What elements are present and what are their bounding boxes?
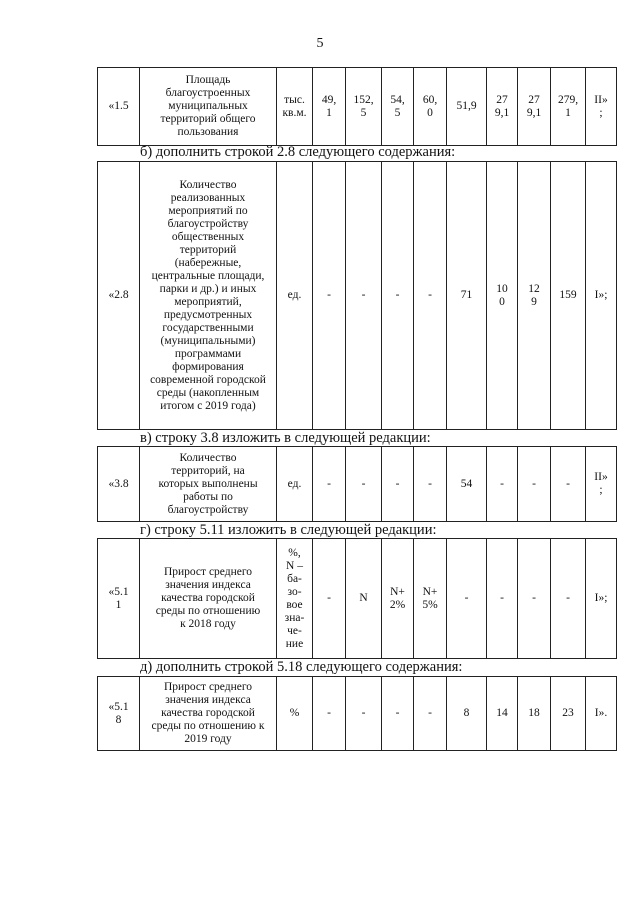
value-cell: 23 bbox=[551, 677, 586, 751]
indicator-name: Количество реализованных мероприятий по благоустройству общественных территорий (набережные, центральные площади, парки и др.) и иных мероприятий, предусмотренных государственными (муниципальными) программами формирования современной городской среды (накопленным итогом с 2019 года) bbox=[140, 162, 277, 430]
row-number: «2.8 bbox=[98, 162, 140, 430]
indicator-name: Прирост среднего значения индекса качества городской среды по отношению к 2019 году bbox=[140, 677, 277, 751]
level-cell: II» ; bbox=[586, 447, 617, 522]
value-cell: 8 bbox=[447, 677, 487, 751]
value-cell: - bbox=[313, 447, 346, 522]
table-row bbox=[98, 68, 617, 146]
value-cell: - bbox=[382, 447, 414, 522]
value-cell: 12 9 bbox=[518, 162, 551, 430]
indicator-name: Площадь благоустроенных муниципальных территорий общего пользования bbox=[140, 68, 277, 146]
caption-c: в) строку 3.8 изложить в следующей редакции: bbox=[140, 430, 431, 446]
table-row bbox=[98, 539, 617, 659]
value-cell: - bbox=[518, 447, 551, 522]
value-cell: - bbox=[346, 677, 382, 751]
value-cell: 54, 5 bbox=[382, 68, 414, 146]
page-number: 5 bbox=[316, 36, 324, 51]
indicator-table-5-11 bbox=[97, 538, 617, 659]
value-cell: 27 9,1 bbox=[487, 68, 518, 146]
value-cell: - bbox=[551, 447, 586, 522]
level-cell: II» ; bbox=[586, 68, 617, 146]
unit-cell: %, N – ба- зо- вое зна- че- ние bbox=[277, 539, 313, 659]
indicator-name: Количество территорий, на которых выполнены работы по благоустройству bbox=[140, 447, 277, 522]
value-cell: 159 bbox=[551, 162, 586, 430]
value-cell: - bbox=[414, 162, 447, 430]
unit-cell: ед. bbox=[277, 447, 313, 522]
indicator-table-5-18 bbox=[97, 676, 617, 751]
value-cell: 54 bbox=[447, 447, 487, 522]
value-cell: - bbox=[487, 539, 518, 659]
value-cell: - bbox=[313, 162, 346, 430]
unit-cell: % bbox=[277, 677, 313, 751]
value-cell: - bbox=[551, 539, 586, 659]
value-cell: 14 bbox=[487, 677, 518, 751]
value-cell: 152, 5 bbox=[346, 68, 382, 146]
value-cell: - bbox=[414, 447, 447, 522]
value-cell: - bbox=[313, 677, 346, 751]
table-row bbox=[98, 162, 617, 430]
indicator-table-3-8 bbox=[97, 446, 617, 522]
value-cell: - bbox=[518, 539, 551, 659]
value-cell: - bbox=[382, 162, 414, 430]
level-cell: I»; bbox=[586, 162, 617, 430]
value-cell: 27 9,1 bbox=[518, 68, 551, 146]
caption-b: б) дополнить строкой 2.8 следующего содержания: bbox=[140, 144, 456, 160]
unit-cell: ед. bbox=[277, 162, 313, 430]
indicator-table-2-8 bbox=[97, 161, 617, 430]
unit-cell: тыс. кв.м. bbox=[277, 68, 313, 146]
value-cell: - bbox=[346, 162, 382, 430]
value-cell: 49, 1 bbox=[313, 68, 346, 146]
caption-e: д) дополнить строкой 5.18 следующего содержания: bbox=[140, 659, 463, 675]
table-row bbox=[98, 447, 617, 522]
value-cell: - bbox=[447, 539, 487, 659]
value-cell: 60, 0 bbox=[414, 68, 447, 146]
value-cell: 10 0 bbox=[487, 162, 518, 430]
value-cell: N+ 2% bbox=[382, 539, 414, 659]
indicator-table-1-5 bbox=[97, 67, 617, 146]
value-cell: - bbox=[313, 539, 346, 659]
value-cell: N bbox=[346, 539, 382, 659]
value-cell: 51,9 bbox=[447, 68, 487, 146]
row-number: «5.1 1 bbox=[98, 539, 140, 659]
value-cell: - bbox=[346, 447, 382, 522]
value-cell: 279, 1 bbox=[551, 68, 586, 146]
table-row bbox=[98, 677, 617, 751]
row-number: «5.1 8 bbox=[98, 677, 140, 751]
value-cell: - bbox=[382, 677, 414, 751]
indicator-name: Прирост среднего значения индекса качества городской среды по отношению к 2018 году bbox=[140, 539, 277, 659]
caption-d: г) строку 5.11 изложить в следующей редакции: bbox=[140, 522, 437, 538]
level-cell: I». bbox=[586, 677, 617, 751]
value-cell: 18 bbox=[518, 677, 551, 751]
value-cell: N+ 5% bbox=[414, 539, 447, 659]
value-cell: - bbox=[487, 447, 518, 522]
row-number: «1.5 bbox=[98, 68, 140, 146]
value-cell: - bbox=[414, 677, 447, 751]
value-cell: 71 bbox=[447, 162, 487, 430]
row-number: «3.8 bbox=[98, 447, 140, 522]
level-cell: I»; bbox=[586, 539, 617, 659]
